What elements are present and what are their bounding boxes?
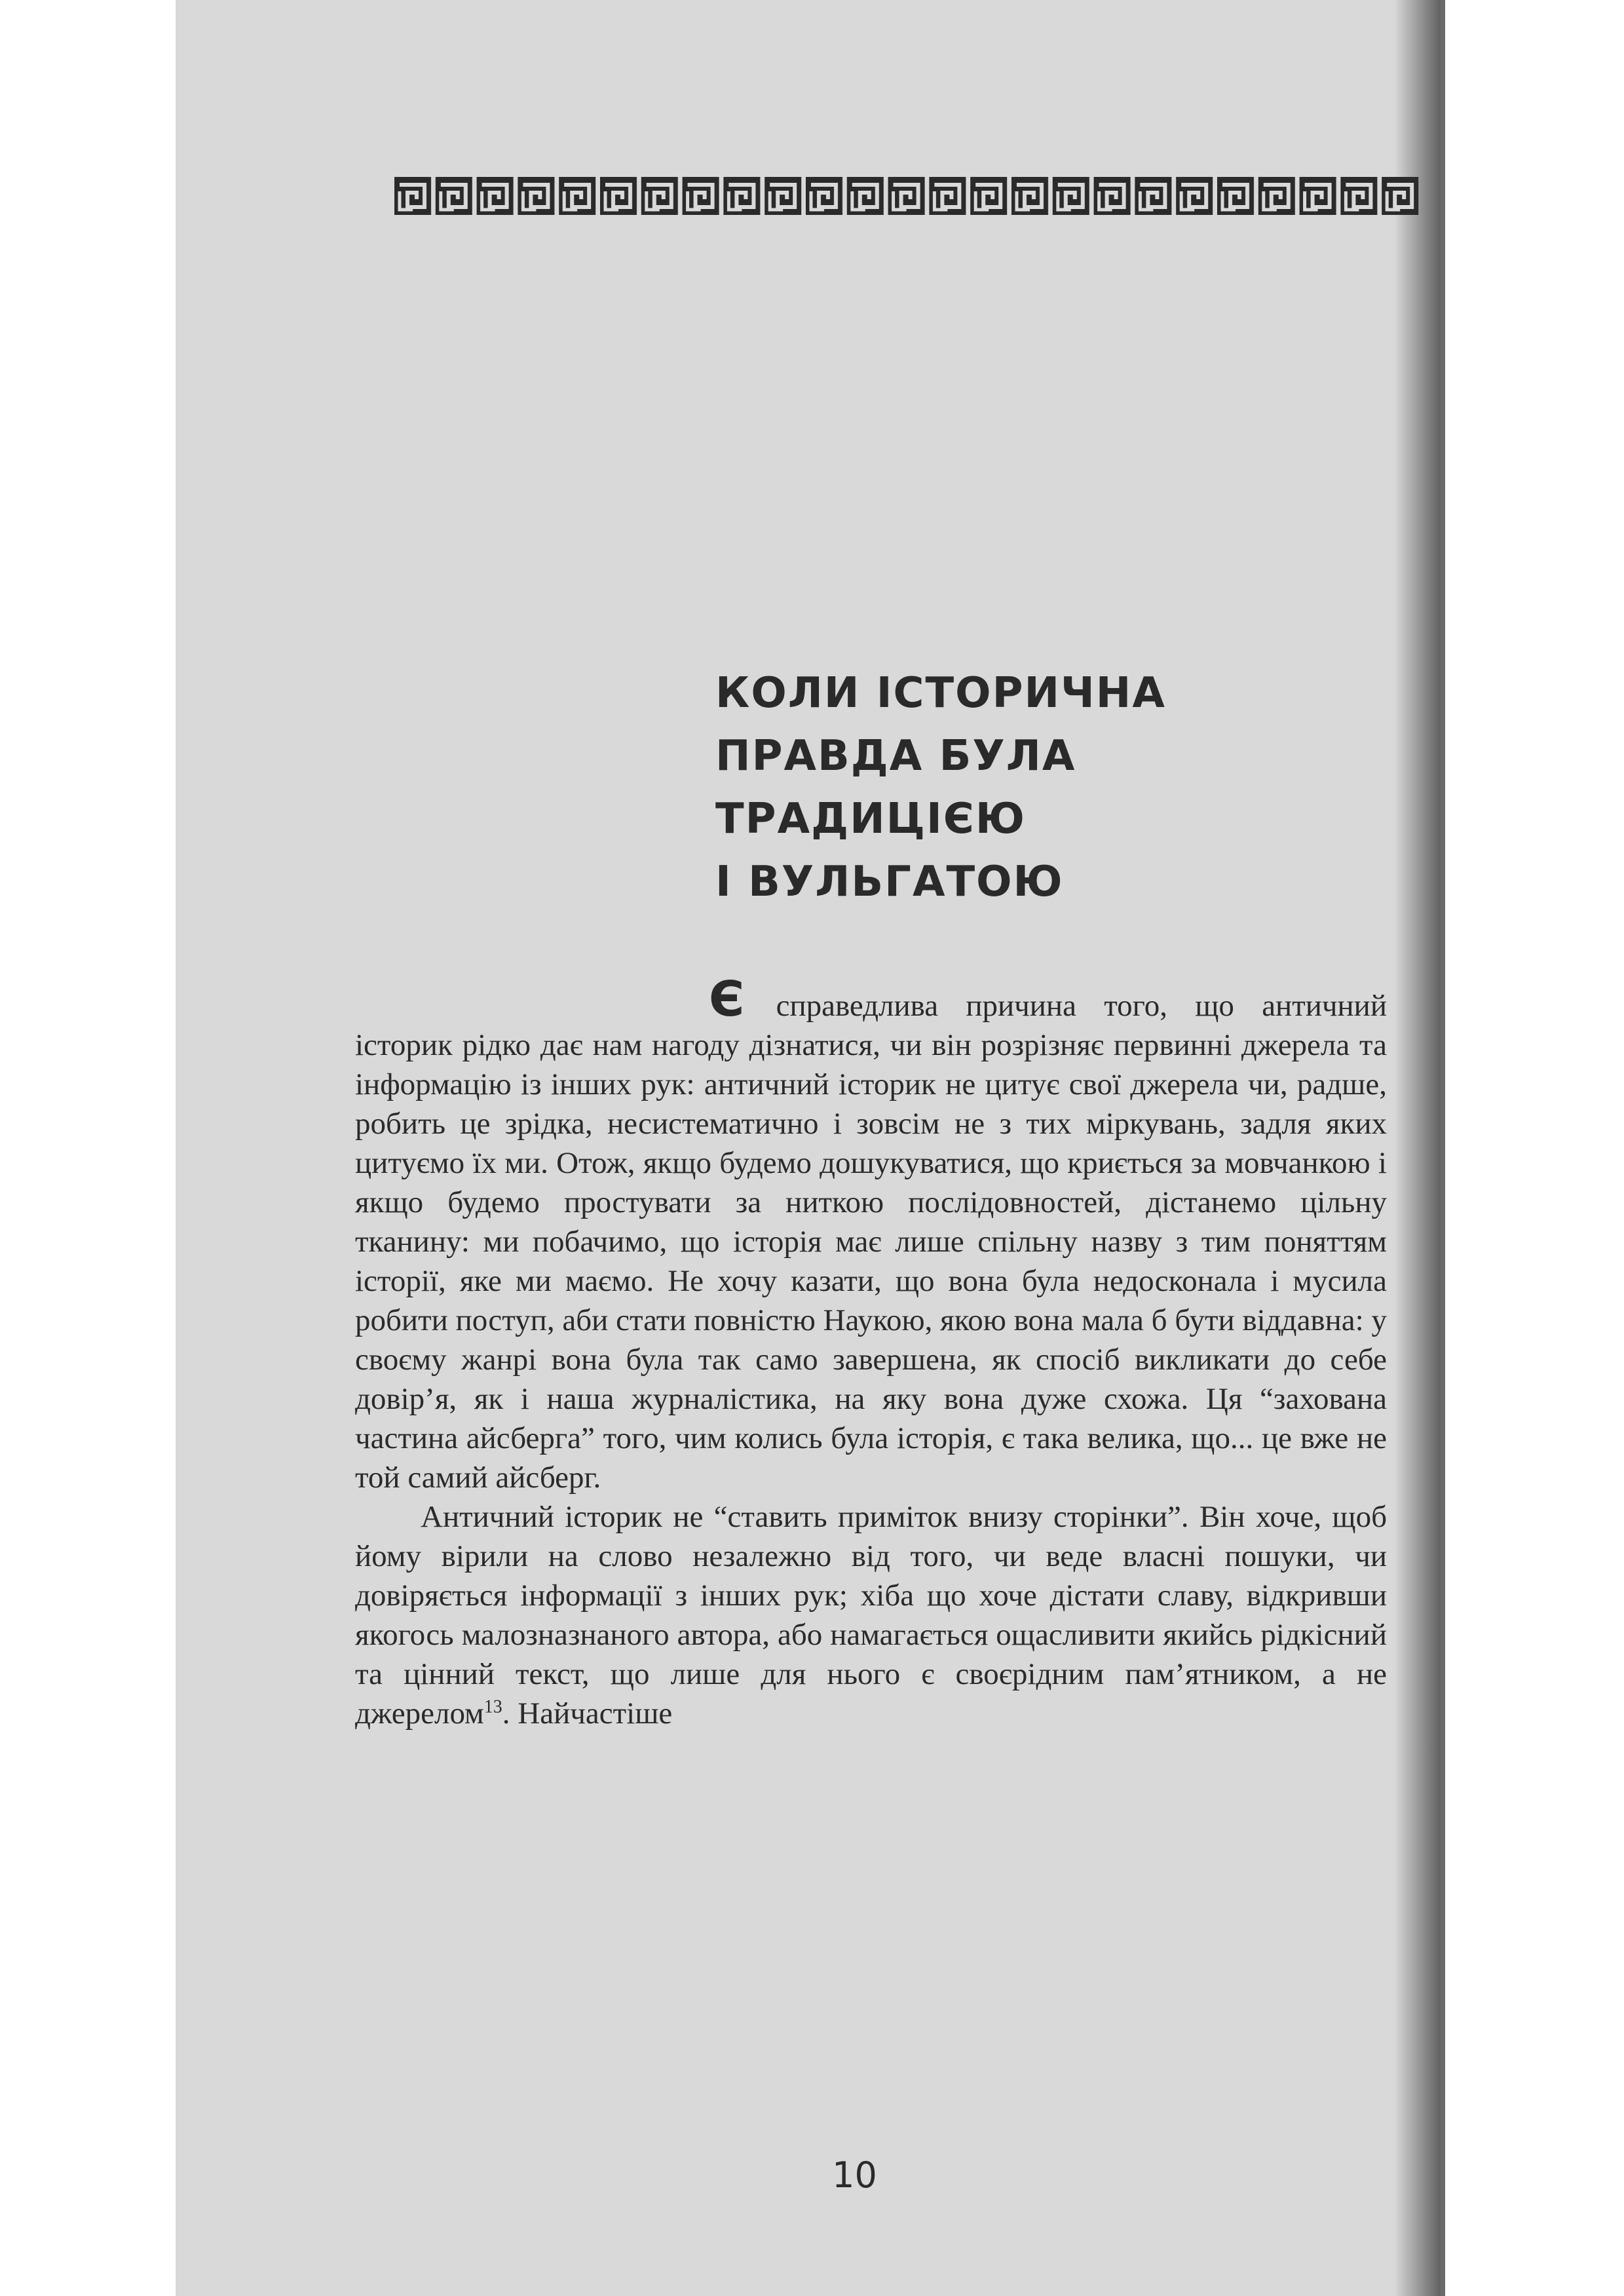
- chapter-title-line: ТРАДИЦІЄЮ: [715, 795, 1026, 843]
- paragraph-text: Античний історик не “ставить приміток внизу сторінки”. Він хоче, щоб йому вірили на слово незалежно від того, чи веде власні пошуки, чи довіряється інформації з інших рук; хіба що хоче дістати славу, відкривши якогось малозназнаного автора, або намагається ощасливити якийсь рідкісний та цінний текст, що лише для нього є своєрідним пам’ятником, а не джерелом: [355, 1500, 1387, 1731]
- chapter-title-line: КОЛИ ІСТОРИЧНА: [715, 669, 1166, 718]
- paragraph: [355, 1497, 1387, 1733]
- spine-shadow: [1394, 0, 1440, 2296]
- drop-cap: Є: [709, 971, 745, 1027]
- footnote-reference[interactable]: 13: [483, 1696, 502, 1717]
- body-text: [355, 971, 1387, 1733]
- chapter-title-line: ПРАВДА БУЛА: [715, 732, 1076, 780]
- meander-ornament: [393, 176, 1422, 216]
- paragraph-text: справедлива причина того, що античний історик рідко дає нам нагоду дізнатися, чи він розрізняє первинні джерела та інформацію із інших рук: античний історик не цитує свої джерела чи, радше, робить це зрідка, несистематично і зовсім не з тих міркувань, задля яких цитуємо їх ми. Отож, якщо будемо дошукуватися, що криється за мовчанкою і якщо будемо простувати за ниткою послідовностей, дістанемо цільну тканину: ми побачимо, що історія має лише спільну назву з тим поняттям історії, яке ми маємо. Не хочу казати, що вона була недосконала і мусила робити поступ, аби стати повністю Наукою, якою вона мала б бути віддавна: у своєму жанрі вона була так само завершена, як спосіб викликати до себе довір’я, як і наша журналістика, на яку вона дуже схожа. Ця “захована частина айсберга” того, чим колись була історія, є така велика, що... це вже не той самий айсберг.: [355, 989, 1387, 1495]
- chapter-title-line: І ВУЛЬГАТОЮ: [715, 858, 1064, 906]
- chapter-title: [715, 662, 1305, 913]
- spine-edge: [1440, 0, 1445, 2296]
- paragraph-tail: . Найчастіше: [502, 1696, 673, 1731]
- paragraph: [355, 971, 1387, 1497]
- page-number: 10: [832, 2154, 877, 2196]
